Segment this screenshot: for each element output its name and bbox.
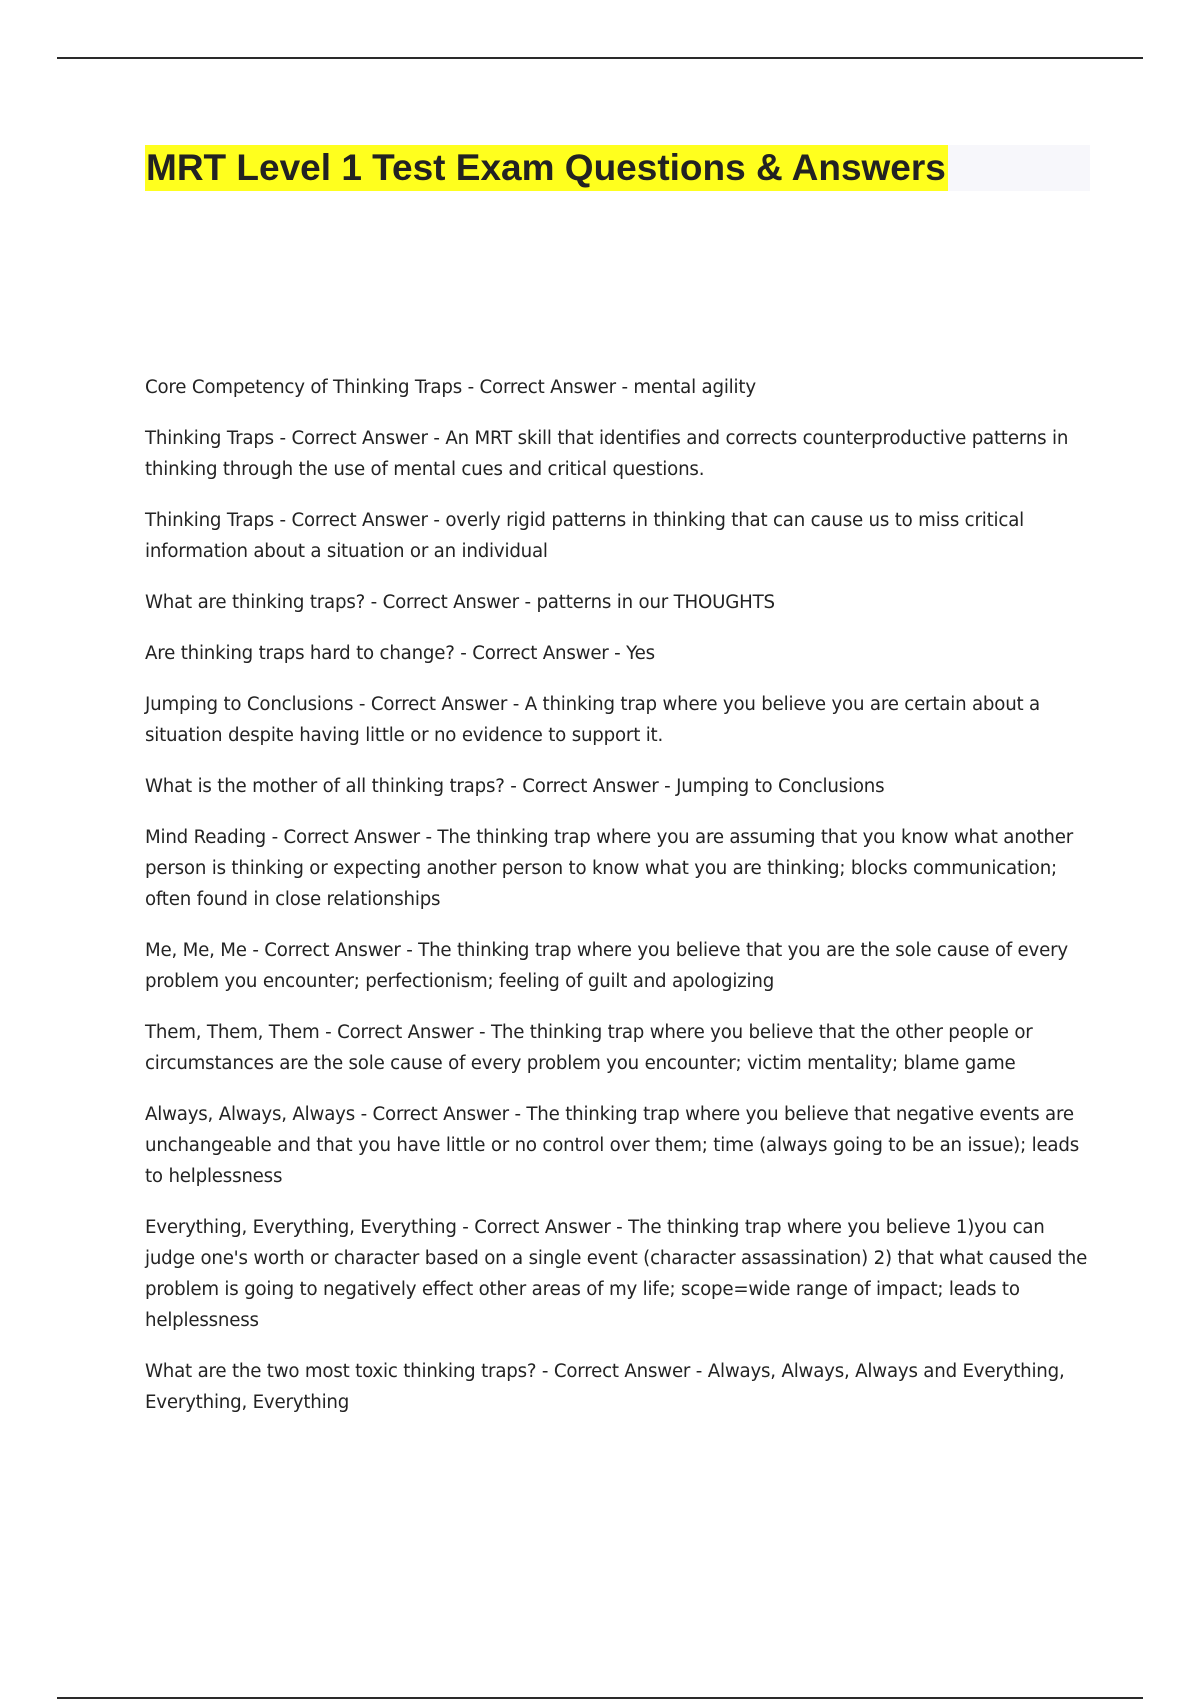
qa-item: Jumping to Conclusions - Correct Answer - A thinking trap where you believe you are certain about a situation despite having little or no evidence to support it. bbox=[145, 694, 1040, 746]
qa-item: What are the two most toxic thinking traps? - Correct Answer - Always, Always, Always and Everything, Everything, Everything bbox=[145, 1361, 1065, 1413]
qa-item: What is the mother of all thinking traps? - Correct Answer - Jumping to Conclusions bbox=[145, 776, 885, 797]
bottom-divider bbox=[57, 1697, 1143, 1699]
document-title: MRT Level 1 Test Exam Questions & Answers bbox=[145, 145, 948, 191]
title-block bbox=[145, 145, 1090, 191]
qa-item: Thinking Traps - Correct Answer - overly rigid patterns in thinking that can cause us to miss critical information about a situation or an individual bbox=[145, 510, 1024, 562]
qa-item: Everything, Everything, Everything - Correct Answer - The thinking trap where you believe 1)you can judge one's worth or character based on a single event (character assassination) 2) that what caused the problem is going to negatively effect other areas of my life; scope=wide range of impact; leads to helplessness bbox=[145, 1217, 1088, 1331]
qa-item: Always, Always, Always - Correct Answer - The thinking trap where you believe that negative events are unchangeable and that you have little or no control over them; time (always going to be an issue); leads to helplessness bbox=[145, 1104, 1079, 1187]
qa-item: Core Competency of Thinking Traps - Correct Answer - mental agility bbox=[145, 377, 756, 398]
top-divider bbox=[57, 57, 1143, 59]
qa-item: Thinking Traps - Correct Answer - An MRT skill that identifies and corrects counterproductive patterns in thinking through the use of mental cues and critical questions. bbox=[145, 428, 1069, 480]
qa-item: What are thinking traps? - Correct Answer - patterns in our THOUGHTS bbox=[145, 592, 775, 613]
qa-item: Are thinking traps hard to change? - Correct Answer - Yes bbox=[145, 643, 655, 664]
qa-item: Them, Them, Them - Correct Answer - The thinking trap where you believe that the other people or circumstances are the sole cause of every problem you encounter; victim mentality; blame game bbox=[145, 1022, 1033, 1074]
qa-item: Mind Reading - Correct Answer - The thinking trap where you are assuming that you know what another person is thinking or expecting another person to know what you are thinking; blocks communication; often found in close relationships bbox=[145, 827, 1074, 910]
qa-list bbox=[145, 372, 1095, 1438]
qa-item: Me, Me, Me - Correct Answer - The thinking trap where you believe that you are the sole cause of every problem you encounter; perfectionism; feeling of guilt and apologizing bbox=[145, 940, 1068, 992]
